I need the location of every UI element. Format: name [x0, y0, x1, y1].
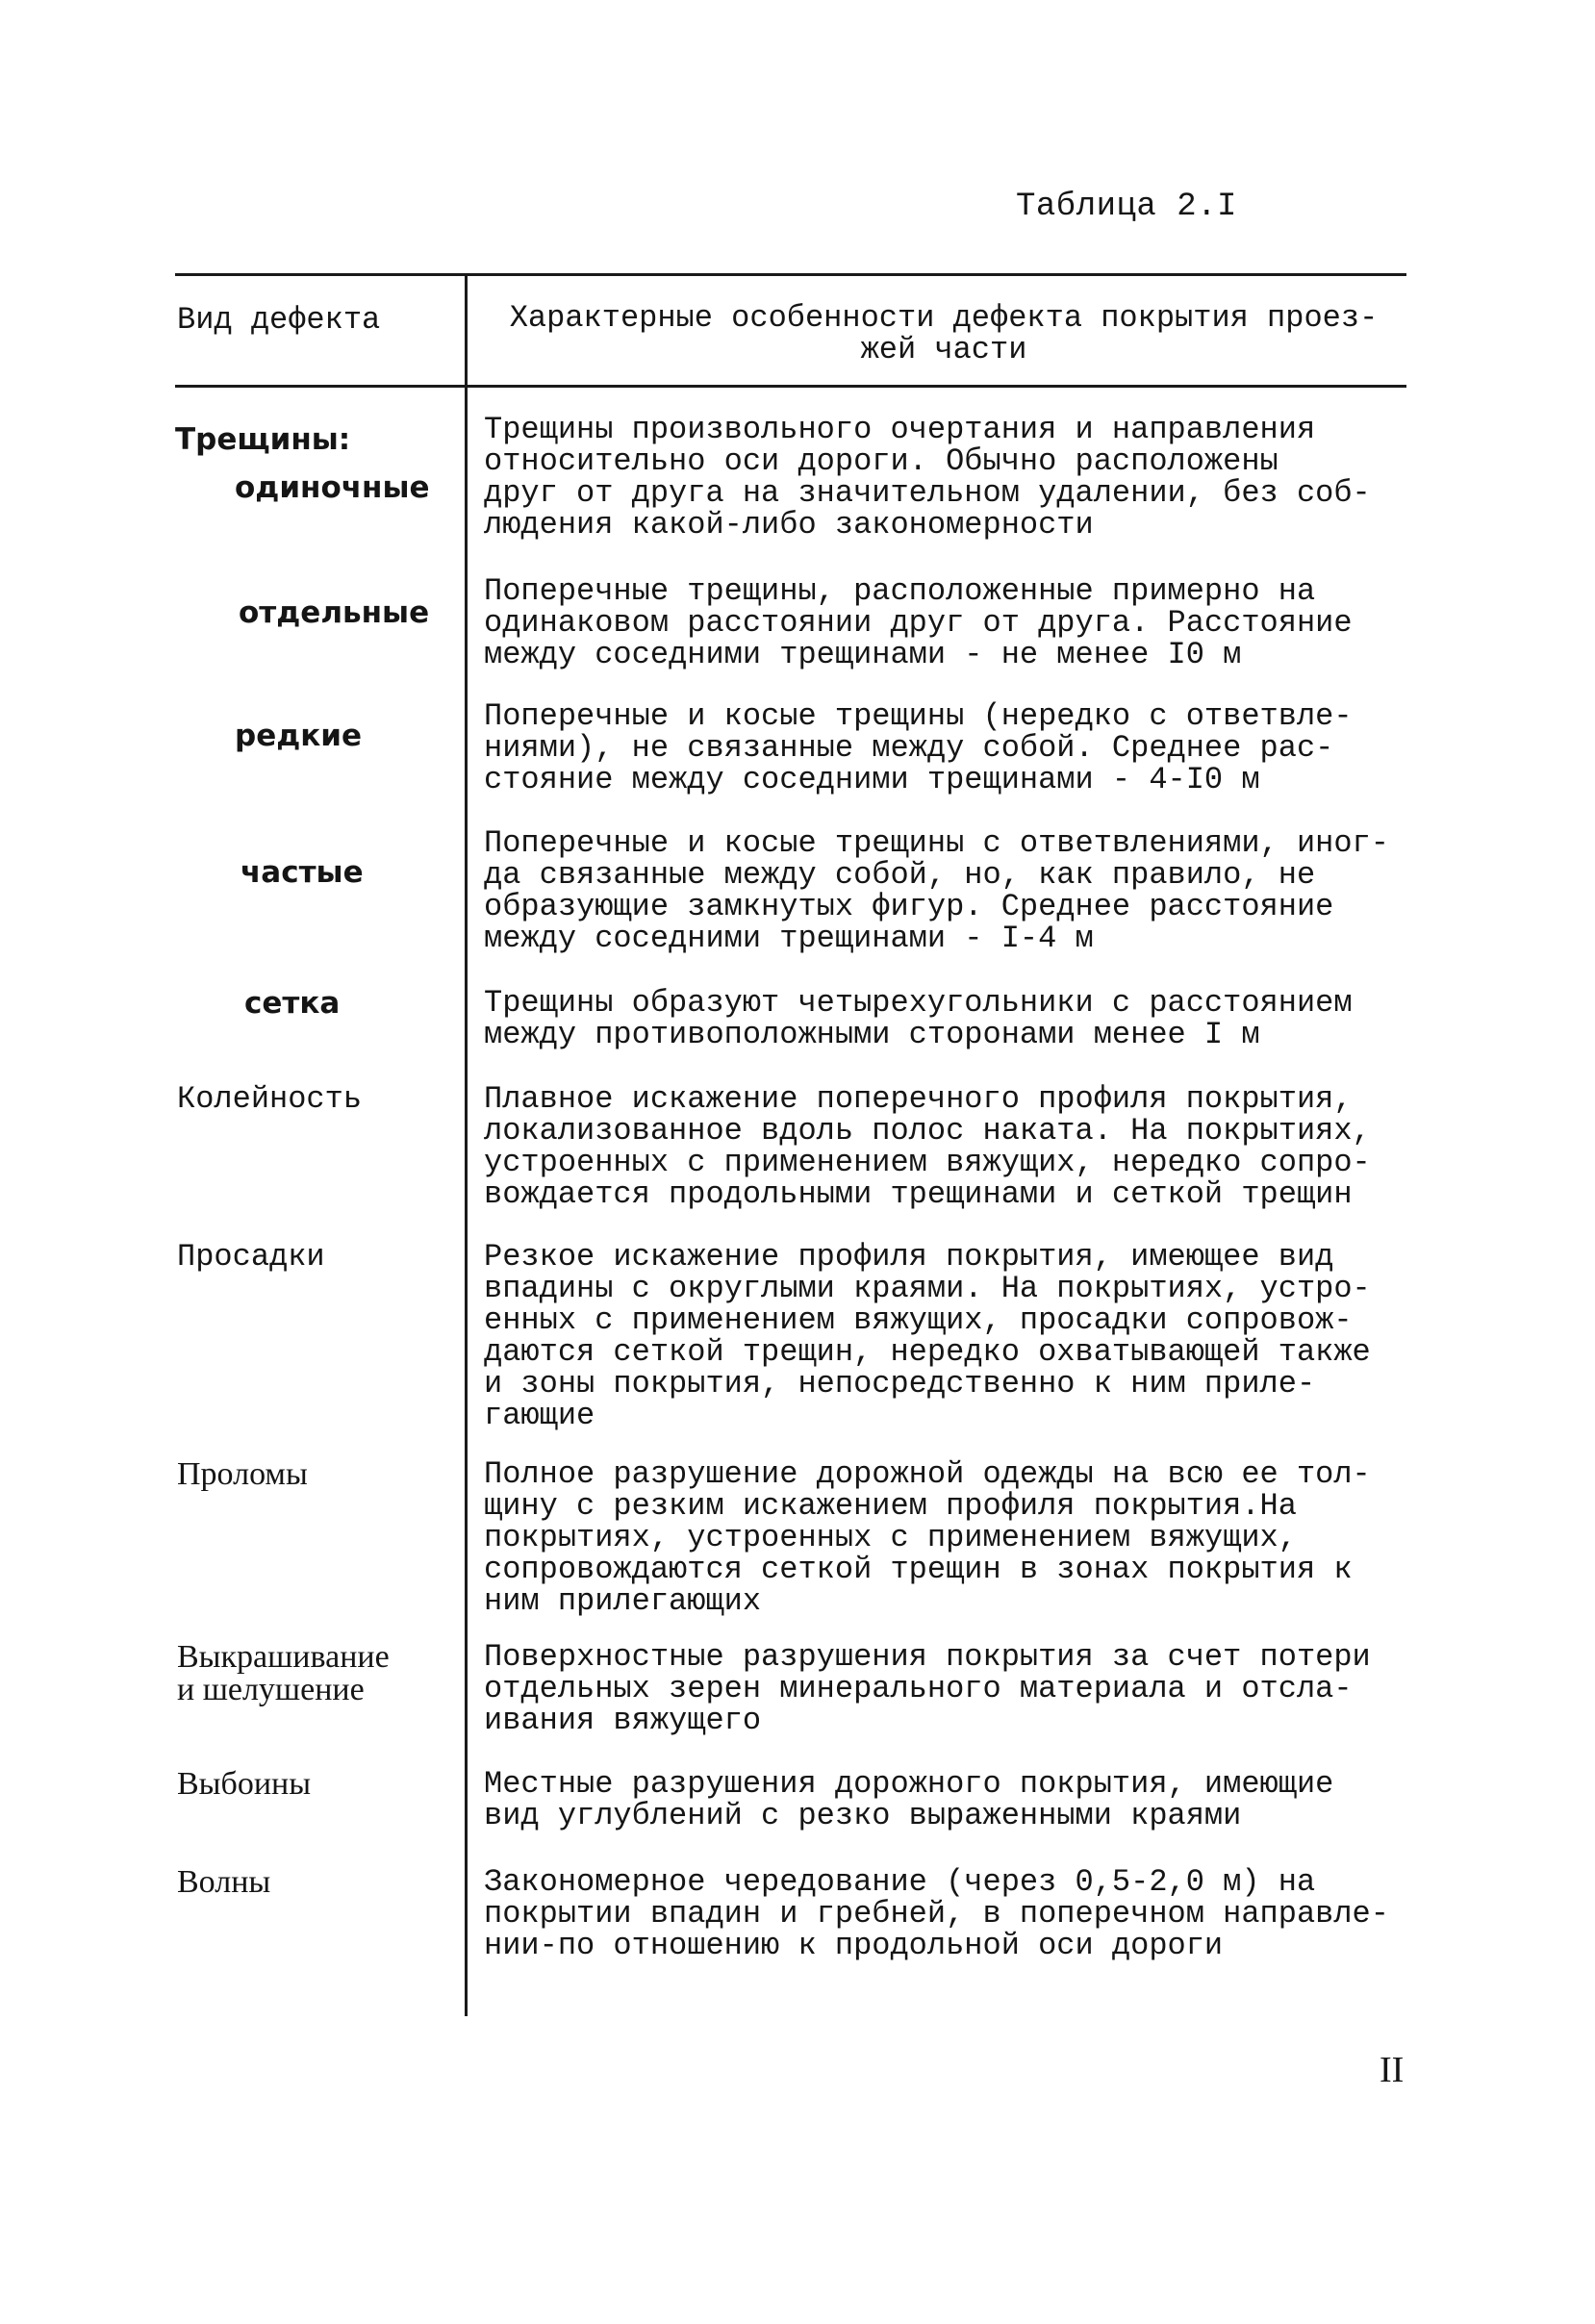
table-column-divider: [465, 275, 468, 2016]
desc-separate-cracks: [484, 575, 1353, 670]
desc-subsidence: [484, 1241, 1371, 1431]
desc-line: людения какой-либо закономерности: [484, 507, 1094, 543]
term-subsidence: [177, 1241, 325, 1274]
header-line: Характерные особенности дефекта покрытия проез-: [509, 300, 1379, 336]
desc-line: устроенных с применением вяжущих, нередко сопро-: [484, 1145, 1371, 1180]
desc-line: покрытиях, устроенных с применением вяжущих,: [484, 1520, 1297, 1555]
desc-line: енных с применением вяжущих, просадки сопровож-: [484, 1302, 1353, 1338]
desc-line: между противоположными сторонами менее I м: [484, 1017, 1260, 1052]
header-defect-type: Вид дефекта: [177, 302, 381, 338]
term-frequent-cracks: [241, 856, 364, 889]
desc-single-cracks: [484, 414, 1371, 541]
term-line: Выкрашивание: [177, 1639, 390, 1675]
desc-breakthroughs: [484, 1458, 1371, 1617]
desc-line: гающие: [484, 1398, 595, 1433]
term-line: отдельные: [239, 595, 430, 630]
desc-line: Местные разрушения дорожного покрытия, имеющие: [484, 1766, 1334, 1802]
desc-line: Резкое искажение профиля покрытия, имеющее вид: [484, 1239, 1334, 1275]
term-line: Трещины:: [175, 422, 351, 457]
desc-line: покрытии впадин и гребней, в поперечном направле-: [484, 1896, 1389, 1932]
desc-line: стояние между соседними трещинами - 4-I0 м: [484, 762, 1260, 797]
term-single-cracks: [235, 471, 430, 504]
term-line: Колейность: [177, 1081, 363, 1117]
desc-crack-mesh: [484, 987, 1353, 1050]
desc-line: Поперечные и косые трещины (нередко с ответвле-: [484, 698, 1353, 734]
term-rare-cracks: [235, 720, 362, 752]
desc-line: впадины с округлыми краями. На покрытиях, устро-: [484, 1271, 1371, 1306]
desc-line: друг от друга на значительном удалении, без соб-: [484, 475, 1371, 511]
desc-raveling-peeling: [484, 1641, 1371, 1736]
desc-line: даются сеткой трещин, нередко охватывающей также: [484, 1334, 1371, 1370]
desc-line: локализованное вдоль полос наката. На покрытиях,: [484, 1113, 1371, 1149]
term-line: одиночные: [235, 470, 430, 505]
desc-line: Полное разрушение дорожной одежды на всю ее тол-: [484, 1456, 1371, 1492]
desc-line: Поверхностные разрушения покрытия за счет потери: [484, 1639, 1371, 1675]
desc-line: Поперечные и косые трещины с ответвлениями, иног-: [484, 825, 1389, 861]
term-cracks-heading: [175, 423, 350, 456]
desc-line: щину с резким искажением профиля покрытия.На: [484, 1488, 1297, 1524]
term-waves: [177, 1866, 270, 1899]
desc-line: Трещины образуют четырехугольники с расстоянием: [484, 985, 1353, 1021]
desc-frequent-cracks: [484, 827, 1389, 954]
term-potholes: [177, 1768, 311, 1801]
term-line: редкие: [235, 719, 363, 753]
desc-line: ивания вяжущего: [484, 1703, 762, 1738]
desc-line: ниями), не связанные между собой. Среднее рас-: [484, 730, 1334, 766]
term-rutting: [177, 1083, 362, 1116]
page-number: II: [1380, 2050, 1405, 2090]
term-raveling-peeling: [177, 1641, 390, 1706]
desc-rare-cracks: [484, 700, 1353, 796]
header-line: жей части: [860, 332, 1027, 367]
desc-potholes: [484, 1768, 1333, 1831]
desc-line: вид углублений с резко выраженными краями: [484, 1798, 1242, 1833]
term-line: Волны: [177, 1864, 271, 1900]
term-crack-mesh: [244, 987, 340, 1020]
header-defect-features: [481, 302, 1406, 366]
desc-line: между соседними трещинами - I-4 м: [484, 921, 1094, 956]
desc-line: Трещины произвольного очертания и направления: [484, 412, 1316, 447]
desc-line: Плавное искажение поперечного профиля покрытия,: [484, 1081, 1353, 1117]
desc-line: между соседними трещинами - не менее I0 м: [484, 637, 1242, 672]
term-separate-cracks: [239, 596, 429, 629]
desc-line: относительно оси дороги. Обычно расположены: [484, 443, 1279, 479]
desc-line: нии-по отношению к продольной оси дороги: [484, 1928, 1224, 1963]
desc-line: ним прилегающих: [484, 1583, 762, 1619]
desc-waves: [484, 1866, 1389, 1961]
desc-line: вождается продольными трещинами и сеткой трещин: [484, 1176, 1353, 1212]
desc-line: образующие замкнутых фигур. Среднее расстояние: [484, 889, 1334, 924]
desc-line: сопровождаются сеткой трещин в зонах покрытия к: [484, 1552, 1353, 1587]
table-label: Таблица 2.I: [1016, 189, 1237, 225]
term-line: сетка: [244, 986, 341, 1021]
term-line: Проломы: [177, 1456, 308, 1492]
term-line: Просадки: [177, 1239, 325, 1275]
table-top-rule: [175, 273, 1406, 276]
desc-line: Поперечные трещины, расположенные примерно на: [484, 573, 1316, 609]
desc-line: Закономерное чередование (через 0,5-2,0 м) на: [484, 1864, 1316, 1900]
table-header-rule: [175, 385, 1406, 388]
term-line: Выбоины: [177, 1766, 312, 1802]
desc-rutting: [484, 1083, 1371, 1210]
term-breakthroughs: [177, 1458, 308, 1491]
term-line: и шелушение: [177, 1672, 365, 1707]
desc-line: отдельных зерен минерального материала и отсла-: [484, 1671, 1353, 1706]
desc-line: и зоны покрытия, непосредственно к ним приле-: [484, 1366, 1316, 1402]
term-line: частые: [241, 855, 364, 890]
desc-line: одинаковом расстоянии друг от друга. Расстояние: [484, 605, 1353, 641]
desc-line: да связанные между собой, но, как правило, не: [484, 857, 1316, 893]
